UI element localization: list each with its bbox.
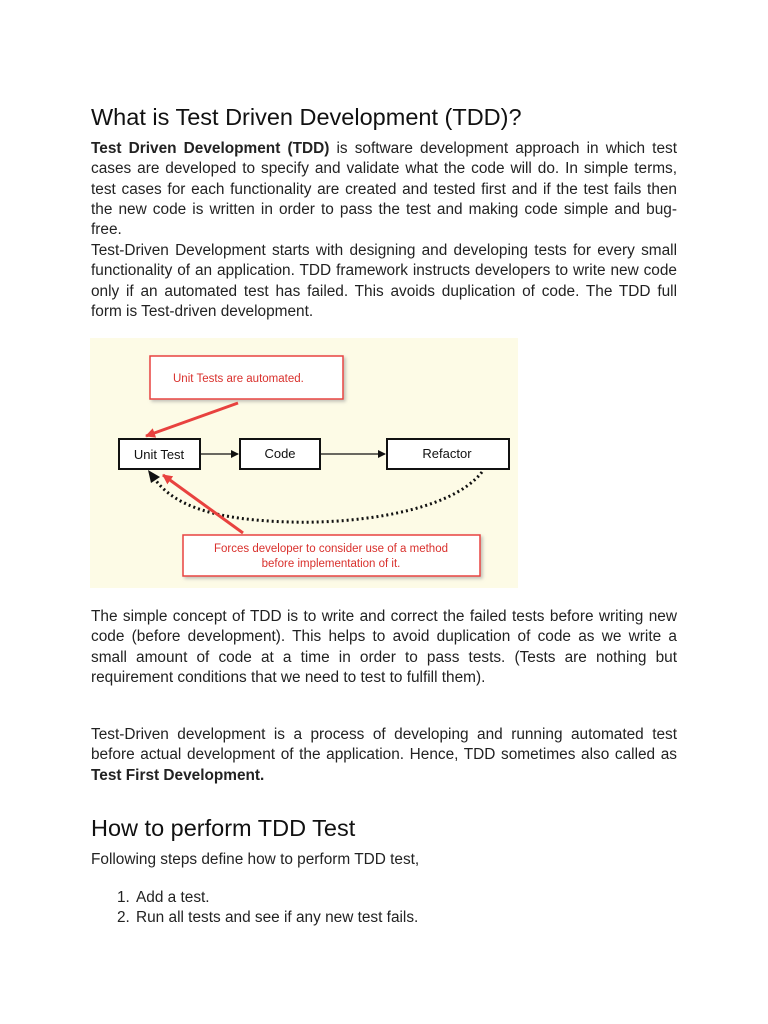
- list-item: [91, 908, 418, 928]
- tdd-cycle-svg: [90, 338, 518, 588]
- step-text: Run all tests and see if any new test fails.: [136, 909, 419, 926]
- callout-bottom-line2: before implementation of it.: [261, 558, 401, 570]
- process-paragraph: [91, 725, 677, 786]
- callout-top-arrow: [146, 403, 238, 436]
- code-label: Code: [264, 446, 296, 461]
- intro-text: is software development approach in which test cases are developed to specify and validate what the code will do. In simple terms, test cases for each functionality are created and tested first and if the test fails then the new code is written in order to pass the test and making code simple and bug-free.: [91, 140, 677, 239]
- step-number: 2.: [117, 909, 130, 926]
- callout-bottom-line1: Forces developer to consider use of a method: [214, 543, 448, 555]
- steps-intro: Following steps define how to perform TDD test,: [91, 851, 420, 868]
- page-title: What is Test Driven Development (TDD)?: [91, 104, 522, 130]
- intro-paragraph: [91, 139, 677, 240]
- step-number: 1.: [117, 889, 130, 906]
- unit-test-label: Unit Test: [133, 447, 185, 462]
- callout-top-text: Unit Tests are automated.: [173, 373, 304, 385]
- feedback-loop-arrow: [154, 472, 482, 522]
- refactor-label: Refactor: [422, 446, 472, 461]
- test-first-term: Test First Development.: [91, 766, 265, 784]
- feedback-loop-arrowhead: [148, 470, 160, 483]
- tdd-description-paragraph: Test-Driven Development starts with designing and developing tests for every small functionality of an application. TDD framework instructs developers to write new code only if an automated test has failed. This avoids duplication of code. The TDD full form is Test-driven development.: [91, 242, 677, 320]
- callout-bottom-arrow: [163, 475, 243, 533]
- concept-paragraph: The simple concept of TDD is to write and correct the failed tests before writing new code (before development). This helps to avoid duplication of code as we write a small amount of code at a time in order to pass tests. (Tests are nothing but requirement conditions that we need to test to fulfill them).: [91, 608, 677, 686]
- steps-list: [91, 888, 418, 928]
- tdd-cycle-diagram: [90, 338, 518, 588]
- step-text: Add a test.: [136, 889, 210, 906]
- process-text: Test-Driven development is a process of developing and running automated test before actual development of the application. Hence, TDD sometimes also called as: [91, 726, 677, 764]
- list-item: [91, 888, 418, 908]
- intro-bold-term: Test Driven Development (TDD): [91, 140, 330, 157]
- section-heading-how: How to perform TDD Test: [91, 815, 356, 841]
